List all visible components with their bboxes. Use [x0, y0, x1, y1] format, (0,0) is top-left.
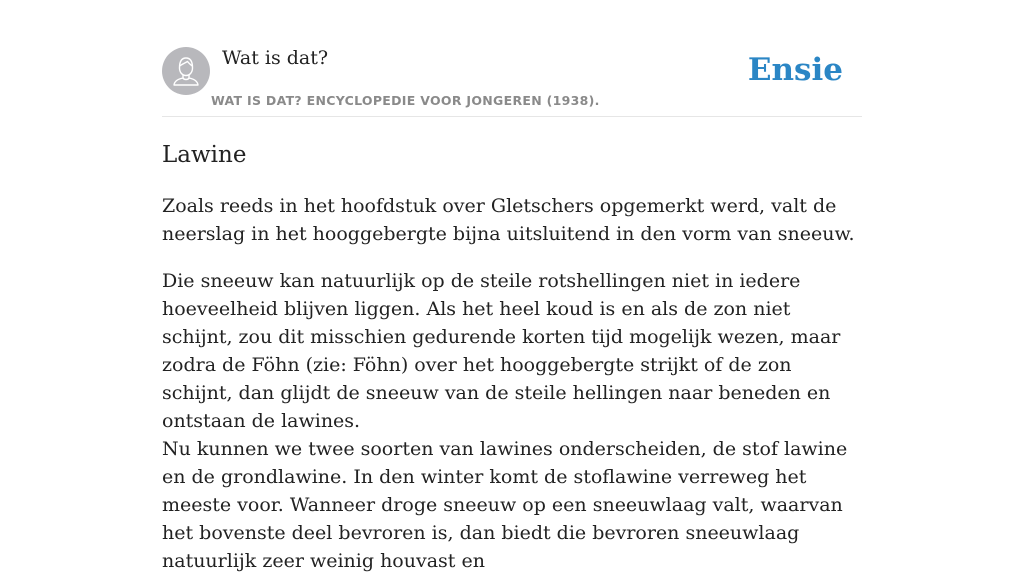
article-title: Lawine [162, 142, 247, 168]
user-silhouette-icon [162, 47, 210, 95]
article-paragraph: Nu kunnen we twee soorten van lawines onderscheiden, de stof lawine en de grondlawine. In den winter komt de stoflawine verreweg het meeste voor. Wanneer droge sneeuw op een sneeuwlaag valt, waarvan het bovenste deel bevroren is, dan biedt die bevroren sneeuwlaag natuurlijk zeer weinig houvast en [162, 438, 848, 572]
header [162, 46, 862, 117]
ensie-logo-link[interactable]: Ensie [747, 52, 843, 88]
article-paragraph: Die sneeuw kan natuurlijk op de steile rotshellingen niet in iedere hoeveelheid blijven liggen. Als het heel koud is en als de zon niet schijnt, zou dit misschien gedurende korten tijd mogelijk wezen, maar zodra de Föhn (zie: Föhn) over het hooggebergte strijkt of de zon schijnt, dan glijdt de sneeuw van de steile hellingen naar beneden en ontstaan de lawines. [162, 270, 841, 432]
book-title[interactable]: Wat is dat? [222, 47, 329, 69]
author-avatar[interactable] [162, 47, 210, 95]
book-subtitle: WAT IS DAT? ENCYCLOPEDIE VOOR JONGEREN (1938). [211, 93, 600, 108]
article-paragraph: Zoals reeds in het hoofdstuk over Gletschers opgemerkt werd, valt de neerslag in het hooggebergte bijna uitsluitend in den vorm van sneeuw. [162, 195, 855, 245]
article [162, 140, 862, 575]
